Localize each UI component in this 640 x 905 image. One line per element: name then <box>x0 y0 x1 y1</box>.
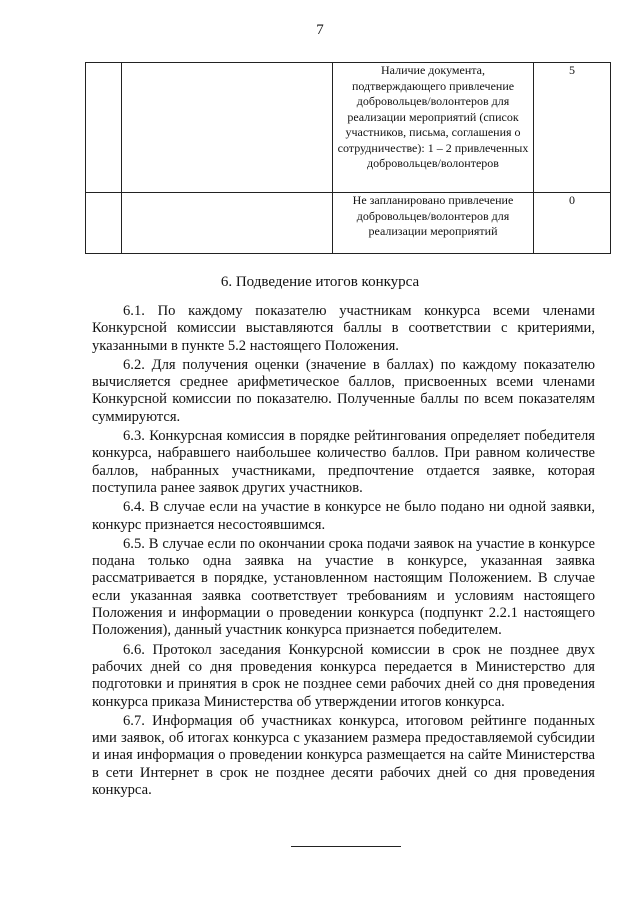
table-cell-empty <box>86 63 122 193</box>
score-cell: 0 <box>534 193 611 254</box>
paragraph-6-7: 6.7. Информация об участниках конкурса, итоговом рейтинге поданных ими заявок, об итогах конкурса с указанием размера предоставляемой субсидии и иная информация о проведении конкурса размещается на сайте Министерства в сети Интернет в срок не позднее десяти рабочих дней со дня проведения конкурса. <box>92 712 595 799</box>
criteria-table <box>85 62 611 254</box>
score-cell: 5 <box>534 63 611 193</box>
paragraph-6-3: 6.3. Конкурсная комиссия в порядке рейтингования определяет победителя конкурса, набравшего наибольшее количество баллов. При равном количестве баллов, набранных участниками, предпочтение отдается заявке, которая поступила ранее заявок других участников. <box>92 428 595 496</box>
table-cell-empty <box>122 193 333 254</box>
paragraph-6-1: 6.1. По каждому показателю участникам конкурса всеми членами Конкурсной комиссии выставляются баллы в соответствии с критериями, указанными в пункте 5.2 настоящего Положения. <box>92 303 595 354</box>
table-cell-empty <box>122 63 333 193</box>
section-title: 6. Подведение итогов конкурса <box>220 274 420 290</box>
paragraph-6-6: 6.6. Протокол заседания Конкурсной комиссии в срок не позднее двух рабочих дней со дня проведения конкурса передается в Министерство для подготовки и принятия в срок не позднее семи рабочих дней со дня проведения конкурса приказа Министерства об утверждении итогов конкурса. <box>92 641 595 710</box>
paragraph-6-5: 6.5. В случае если по окончании срока подачи заявок на участие в конкурсе подана только одна заявка на участие в конкурсе, указанная заявка рассматривается в порядке, установленном настоящим Положением. В случае если указанная заявка соответствует требованиям и условиям настоящего Положения и информации о проведении конкурса (подпункт 2.2.1 настоящего Положения), данный участник конкурса признается победителем. <box>92 535 595 639</box>
paragraph-6-2: 6.2. Для получения оценки (значение в баллах) по каждому показателю вычисляется среднее арифметическое баллов, присвоенных всеми членами Конкурсной комиссии по показателю. Полученные баллы по всем показателям суммируются. <box>92 356 595 425</box>
table-cell-empty <box>86 193 122 254</box>
paragraph-6-4: 6.4. В случае если на участие в конкурсе не было подано ни одной заявки, конкурс признается несостоявшимся. <box>92 499 595 533</box>
end-divider <box>291 846 401 847</box>
table-row <box>86 193 611 254</box>
page-number: 7 <box>316 22 324 38</box>
section-body <box>92 303 595 801</box>
table-row <box>86 63 611 193</box>
criterion-cell: Наличие документа, подтверждающего привлечение добровольцев/волонтеров для реализации мероприятий (список участников, письма, соглашения о сотрудничестве): 1 – 2 привлеченных добровольцев/волонтеров <box>333 63 534 193</box>
criterion-cell: Не запланировано привлечение добровольцев/волонтеров для реализации мероприятий <box>333 193 534 254</box>
